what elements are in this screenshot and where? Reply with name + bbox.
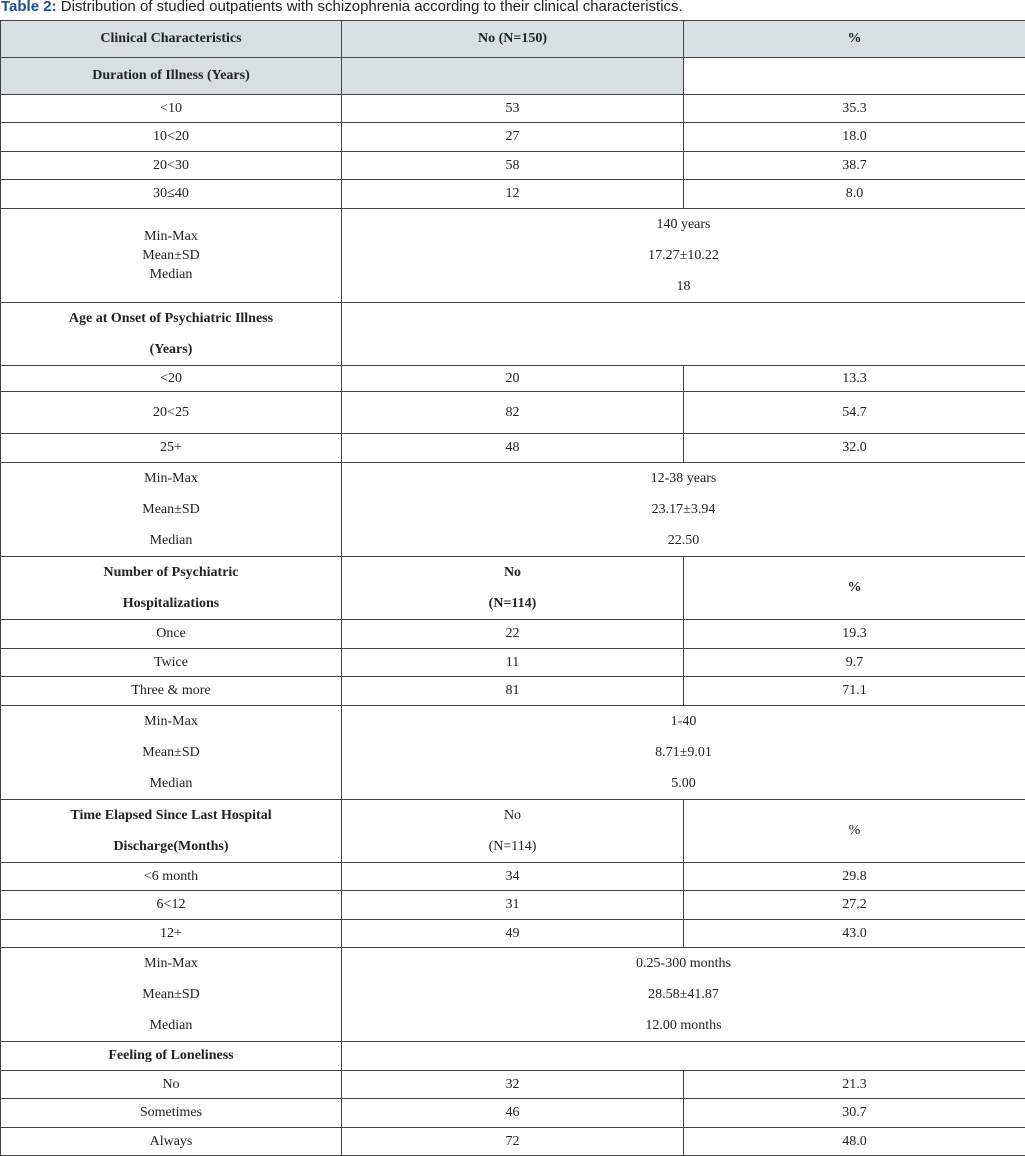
row-count: 58	[342, 152, 684, 180]
table-row	[1, 1099, 1025, 1128]
table-row	[1, 180, 1025, 209]
stats-row	[1, 948, 1025, 1042]
row-count: 46	[342, 1099, 684, 1128]
stats-values	[342, 706, 1025, 800]
row-percent: 38.7	[684, 152, 1025, 180]
row-percent: 35.3	[684, 95, 1025, 123]
row-percent: 29.8	[684, 863, 1025, 891]
row-percent: 48.0	[684, 1128, 1025, 1156]
row-count: 82	[342, 392, 684, 434]
row-percent: 30.7	[684, 1099, 1025, 1128]
stat-label-median: Median	[5, 265, 337, 284]
row-label: Twice	[1, 649, 342, 677]
row-label: 30≤40	[1, 180, 342, 209]
row-percent: 8.0	[684, 180, 1025, 209]
row-label: No	[1, 1071, 342, 1099]
row-count: 11	[342, 649, 684, 677]
row-count: 32	[342, 1071, 684, 1099]
stat-value-mean-sd: 28.58±41.87	[346, 979, 1021, 1010]
row-label: Three & more	[1, 677, 342, 706]
row-label: <10	[1, 95, 342, 123]
stat-value-mean-sd: 23.17±3.94	[346, 494, 1021, 525]
row-percent: 32.0	[684, 434, 1025, 463]
row-label: 12+	[1, 920, 342, 948]
row-label: 20<25	[1, 392, 342, 434]
section-spacer	[342, 303, 1025, 366]
section-title-line: (Years)	[5, 334, 337, 365]
count-header-line: No	[346, 557, 679, 588]
row-count: 49	[342, 920, 684, 948]
section-title-line: Number of Psychiatric	[5, 557, 337, 588]
stat-label-mean-sd: Mean±SD	[5, 494, 337, 525]
stat-label-min-max: Min-Max	[5, 227, 337, 246]
row-label: 20<30	[1, 152, 342, 180]
header-percent: %	[684, 21, 1025, 58]
row-label: 25+	[1, 434, 342, 463]
stats-row	[1, 209, 1025, 303]
count-header-line: (N=114)	[346, 831, 679, 862]
row-count: 72	[342, 1128, 684, 1156]
stat-label-median: Median	[5, 1010, 337, 1041]
section-count-header	[342, 557, 684, 620]
caption-label: Table 2:	[1, 0, 57, 15]
stat-label-min-max: Min-Max	[5, 706, 337, 737]
row-percent: 21.3	[684, 1071, 1025, 1099]
stat-label-mean-sd: Mean±SD	[5, 979, 337, 1010]
row-count: 27	[342, 123, 684, 152]
stat-value-min-max: 0.25-300 months	[346, 948, 1021, 979]
stat-value-median: 5.00	[346, 768, 1021, 799]
count-header-line: No	[346, 800, 679, 831]
section-title-line: Age at Onset of Psychiatric Illness	[5, 303, 337, 334]
row-count: 20	[342, 366, 684, 392]
stat-label-median: Median	[5, 768, 337, 799]
row-count: 53	[342, 95, 684, 123]
row-count: 34	[342, 863, 684, 891]
row-percent: 54.7	[684, 392, 1025, 434]
stat-value-min-max: 140 years	[346, 209, 1021, 240]
section-title-onset	[1, 303, 342, 366]
section-spacer	[684, 58, 1025, 95]
row-label: Sometimes	[1, 1099, 342, 1128]
row-label: 10<20	[1, 123, 342, 152]
section-header-row	[1, 557, 1025, 620]
stats-labels	[1, 706, 342, 800]
table-caption	[1, 0, 683, 18]
row-percent: 43.0	[684, 920, 1025, 948]
table-row	[1, 123, 1025, 152]
row-percent: 18.0	[684, 123, 1025, 152]
header-clinical-characteristics: Clinical Characteristics	[1, 21, 342, 58]
stat-label-mean-sd: Mean±SD	[5, 737, 337, 768]
row-percent: 9.7	[684, 649, 1025, 677]
section-title-line: Time Elapsed Since Last Hospital	[5, 800, 337, 831]
table-row	[1, 891, 1025, 920]
table-row	[1, 620, 1025, 649]
stats-row	[1, 463, 1025, 557]
table-row	[1, 677, 1025, 706]
row-count: 12	[342, 180, 684, 209]
row-count: 48	[342, 434, 684, 463]
caption-text: Distribution of studied outpatients with schizophrenia according to their clinical characteristics.	[61, 0, 683, 15]
section-title-line: Hospitalizations	[5, 588, 337, 619]
stat-value-min-max: 12-38 years	[346, 463, 1021, 494]
row-percent: 19.3	[684, 620, 1025, 649]
table-row	[1, 649, 1025, 677]
row-label: <6 month	[1, 863, 342, 891]
table-row	[1, 366, 1025, 392]
row-percent: 71.1	[684, 677, 1025, 706]
row-label: Once	[1, 620, 342, 649]
section-header-row	[1, 800, 1025, 863]
stats-values	[342, 209, 1025, 303]
stat-value-median: 22.50	[346, 525, 1021, 556]
stat-value-mean-sd: 17.27±10.22	[346, 240, 1021, 271]
row-count: 31	[342, 891, 684, 920]
stat-value-median: 12.00 months	[346, 1010, 1021, 1041]
header-row	[1, 21, 1025, 58]
stat-value-median: 18	[346, 271, 1021, 302]
section-header-row	[1, 303, 1025, 366]
section-title-discharge	[1, 800, 342, 863]
stats-row	[1, 706, 1025, 800]
section-count-header	[342, 800, 684, 863]
section-title-loneliness: Feeling of Loneliness	[1, 1042, 342, 1071]
section-header-row	[1, 1042, 1025, 1071]
table-row	[1, 920, 1025, 948]
section-percent-header: %	[684, 557, 1025, 620]
table-row	[1, 152, 1025, 180]
stat-label-median: Median	[5, 525, 337, 556]
count-header-line: (N=114)	[346, 588, 679, 619]
row-percent: 13.3	[684, 366, 1025, 392]
table-row	[1, 392, 1025, 434]
table-row	[1, 863, 1025, 891]
section-spacer	[342, 58, 684, 95]
clinical-characteristics-table	[0, 20, 1025, 1156]
section-percent-header: %	[684, 800, 1025, 863]
section-title-hospitalizations	[1, 557, 342, 620]
header-no: No (N=150)	[342, 21, 684, 58]
stat-value-mean-sd: 8.71±9.01	[346, 737, 1021, 768]
table-row	[1, 434, 1025, 463]
stats-labels	[1, 948, 342, 1042]
stats-labels	[1, 209, 342, 303]
stat-value-min-max: 1-40	[346, 706, 1021, 737]
row-label: Always	[1, 1128, 342, 1156]
table-row	[1, 95, 1025, 123]
row-count: 22	[342, 620, 684, 649]
section-header-row	[1, 58, 1025, 95]
row-percent: 27.2	[684, 891, 1025, 920]
stats-values	[342, 463, 1025, 557]
stat-label-mean-sd: Mean±SD	[5, 246, 337, 265]
stats-values	[342, 948, 1025, 1042]
stat-label-min-max: Min-Max	[5, 948, 337, 979]
row-label: <20	[1, 366, 342, 392]
section-spacer	[342, 1042, 1025, 1071]
table-row	[1, 1071, 1025, 1099]
section-title-line: Discharge(Months)	[5, 831, 337, 862]
section-title-duration: Duration of Illness (Years)	[1, 58, 342, 95]
stat-label-min-max: Min-Max	[5, 463, 337, 494]
stats-labels	[1, 463, 342, 557]
row-count: 81	[342, 677, 684, 706]
row-label: 6<12	[1, 891, 342, 920]
